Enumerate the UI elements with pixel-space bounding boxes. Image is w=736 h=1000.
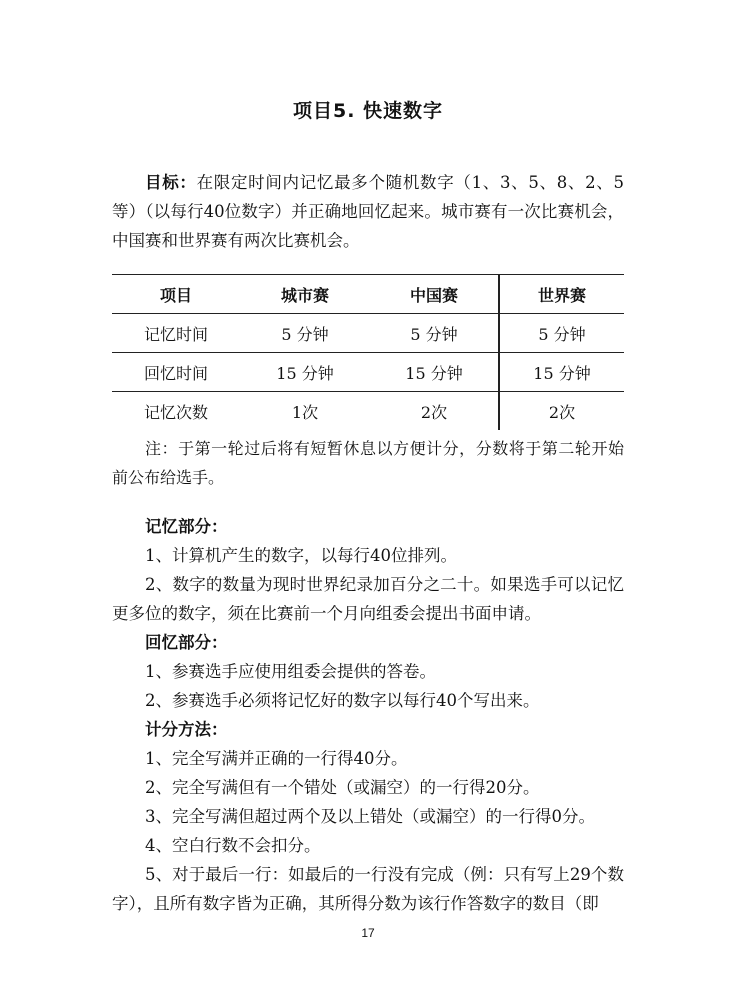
list-item: 1、计算机产生的数字，以每行40位排列。 (145, 546, 457, 565)
list-item: 2、数字的数量为现时世界纪录加百分之二十。如果选手可以记忆更多位的数字，须在比赛前一个月向组委会提出书面申请。 (112, 575, 624, 623)
table-cell: 15 分钟 (370, 353, 499, 392)
rules-body (112, 512, 624, 918)
page-number: 17 (361, 926, 375, 940)
list-item: 1、参赛选手应使用组委会提供的答卷。 (145, 662, 436, 681)
list-item: 2、参赛选手必须将记忆好的数字以每行40个写出来。 (145, 691, 540, 710)
objective-paragraph (112, 168, 624, 255)
table-header-row (112, 275, 624, 314)
list-item: 4、空白行数不会扣分。 (145, 836, 321, 855)
objective-text: 在限定时间内记忆最多个随机数字（1、3、5、8、2、5等）（以每行40位数字）并正确地回忆起来。城市赛有一次比赛机会，中国赛和世界赛有两次比赛机会。 (112, 173, 624, 250)
table-header: 中国赛 (370, 275, 499, 314)
objective-label: 目标： (145, 173, 197, 192)
section-heading-scoring: 计分方法： (145, 720, 228, 739)
list-item: 1、完全写满并正确的一行得40分。 (145, 749, 408, 768)
list-item: 3、完全写满但超过两个及以上错处（或漏空）的一行得0分。 (145, 807, 595, 826)
table-cell: 回忆时间 (112, 353, 240, 392)
table-cell: 记忆时间 (112, 314, 240, 353)
table-row (112, 392, 624, 431)
table-row (112, 353, 624, 392)
table-cell: 15 分钟 (499, 353, 624, 392)
table-cell: 记忆次数 (143, 402, 208, 422)
table-cell: 1次 (291, 402, 319, 422)
table-cell: 2次 (370, 392, 499, 431)
table-cell: 15 分钟 (240, 353, 370, 392)
table-header: 项目 (112, 275, 240, 314)
table-note: 注：于第一轮过后将有短暂休息以方便计分，分数将于第二轮开始前公布给选手。 (112, 439, 624, 487)
section-heading-recall: 回忆部分： (145, 633, 228, 652)
table-cell: 2次 (548, 402, 576, 422)
table-header: 城市赛 (240, 275, 370, 314)
list-item: 5、对于最后一行：如最后的一行没有完成（例：只有写上29个数字），且所有数字皆为正确，其所得分数为该行作答数字的数目（即 (112, 865, 624, 913)
table-cell: 5 分钟 (370, 314, 499, 353)
table-header: 世界赛 (499, 275, 624, 314)
page-title: 项目5. 快速数字 (292, 100, 444, 122)
table-cell: 5 分钟 (240, 314, 370, 353)
section-heading-memory: 记忆部分： (145, 517, 228, 536)
schedule-table (112, 274, 624, 430)
table-cell: 5 分钟 (499, 314, 624, 353)
table-row (112, 314, 624, 353)
list-item: 2、完全写满但有一个错处（或漏空）的一行得20分。 (145, 778, 540, 797)
